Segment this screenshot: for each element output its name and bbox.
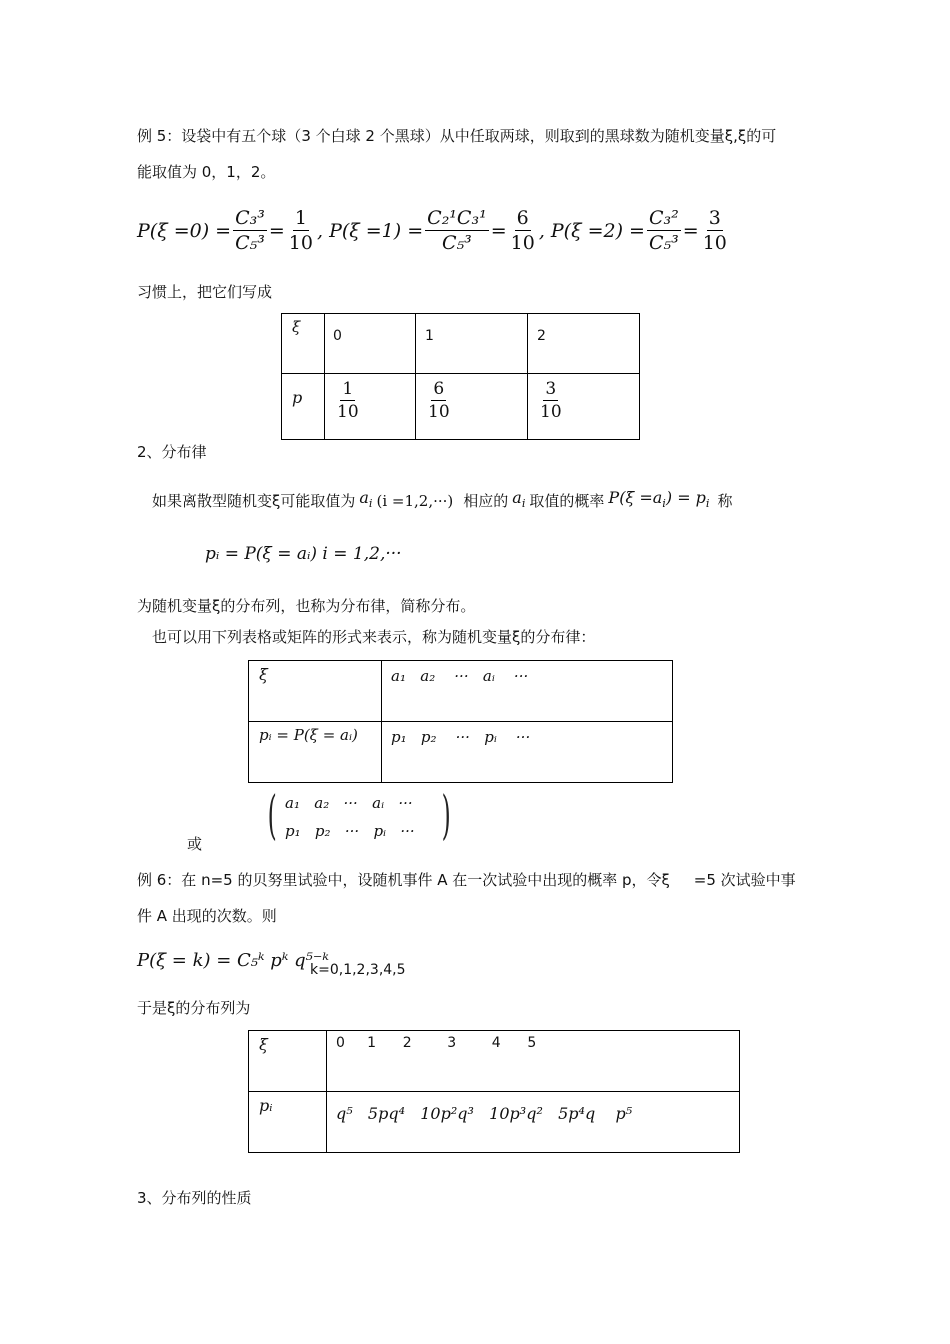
- table1-prob-0-num: 1: [342, 379, 354, 399]
- binomial-distribution-table: [248, 1030, 740, 1153]
- formula-p2-num: C₃²: [648, 207, 679, 229]
- formula-r1-num: 6: [516, 207, 529, 229]
- section-3-heading: 3、分布列的性质: [137, 1189, 252, 1207]
- formula-probabilities: [137, 206, 729, 255]
- section-2-heading: 2、分布律: [137, 443, 207, 461]
- formula-r1-den: 10: [510, 232, 535, 254]
- example6-line2: 件 A 出现的次数。则: [137, 907, 277, 925]
- formula-binomial-range: k=0,1,2,3,4,5: [310, 962, 406, 978]
- formula-r2-num: 3: [708, 207, 721, 229]
- definition-range: (i =1,2,···): [376, 492, 454, 511]
- table2-values-row: a₁ a₂ ··· aᵢ ···: [391, 667, 529, 685]
- matrix-left-paren: (: [267, 786, 277, 846]
- definition-ai: a: [359, 488, 369, 507]
- distribution-matrix: [268, 788, 458, 850]
- alternative-forms-text: 也可以用下列表格或矩阵的形式来表示，称为随机变量ξ的分布律：: [152, 628, 596, 646]
- table1-xi-label: ξ: [292, 318, 301, 336]
- formula-p2-label: , P(ξ =2) =: [538, 219, 645, 242]
- formula-eq-3: =: [682, 219, 699, 242]
- formula-p1-label: , P(ξ =1) =: [316, 219, 424, 242]
- table2-probs-row: p₁ p₂ ··· pᵢ ···: [391, 728, 531, 746]
- definition-part-c: 取值的概率: [529, 492, 605, 511]
- formula-p2-den: C₅³: [648, 232, 679, 254]
- habit-text: 习惯上，把它们写成: [137, 283, 273, 301]
- matrix-right-paren: ): [441, 786, 451, 846]
- table3-p-label: pᵢ: [259, 1096, 273, 1115]
- table3-values-row: 0 1 2 3 4 5: [336, 1035, 537, 1051]
- definition-part-b: 相应的: [463, 492, 509, 511]
- table3-xi-label: ξ: [259, 1035, 268, 1054]
- formula-r0-den: 10: [288, 232, 313, 254]
- table1-prob-2-den: 10: [540, 402, 562, 422]
- distribution-table-example5: [281, 313, 640, 440]
- table2-p-label: pᵢ = P(ξ = aᵢ): [259, 726, 358, 744]
- definition-line: 如果离散型随机变ξ可能取值为 $a_i$ (i =1,2,···) 相应的 $a_i$ 取值的概率 $P(\xi =a_i) = p_i$ 称: [152, 488, 733, 511]
- table1-p-label: p: [292, 388, 303, 407]
- table1-prob-2-num: 3: [545, 379, 557, 399]
- general-distribution-table: [248, 660, 673, 783]
- therefore-text: 于是ξ的分布列为: [137, 999, 251, 1017]
- formula-r0-num: 1: [294, 207, 307, 229]
- table3-probs-row: q⁵ 5pq⁴ 10p²q³ 10p³q² 5p⁴q p⁵: [336, 1104, 633, 1123]
- example5-line2: 能取值为 0，1，2。: [137, 163, 276, 181]
- definition-part-a: 如果离散型随机变ξ可能取值为: [152, 492, 356, 511]
- table1-value-0: 0: [333, 328, 342, 344]
- table1-prob-1-den: 10: [428, 402, 450, 422]
- definition-eqp: ) = p: [665, 488, 706, 507]
- example5-line1: 例 5：设袋中有五个球（3 个白球 2 个黑球）从中任取两球，则取到的黑球数为随机变量ξ,ξ的可: [137, 127, 777, 145]
- distribution-definition-text: 为随机变量ξ的分布列，也称为分布律，简称分布。: [137, 597, 476, 615]
- definition-prob: P(ξ =a: [608, 488, 663, 507]
- formula-eq-1: =: [268, 219, 285, 242]
- formula-distribution-law: pᵢ = P(ξ = aᵢ) i = 1,2,···: [205, 544, 402, 564]
- table2-xi-label: ξ: [259, 665, 268, 684]
- definition-ai-2: a: [512, 488, 522, 507]
- formula-p0-den: C₅³: [235, 232, 265, 254]
- table1-value-2: 2: [537, 328, 546, 344]
- matrix-row-values: a₁ a₂ ··· aᵢ ···: [285, 794, 413, 812]
- matrix-row-probs: p₁ p₂ ··· pᵢ ···: [285, 822, 415, 840]
- example6-line1: 例 6：在 n=5 的贝努里试验中，设随机事件 A 在一次试验中出现的概率 p，令ξ =5 次试验中事: [137, 871, 796, 889]
- formula-r2-den: 10: [702, 232, 727, 254]
- formula-p1-den: C₅³: [442, 232, 472, 254]
- formula-p0-label: P(ξ =0) =: [137, 219, 232, 242]
- formula-p1-num: C₂¹C₃¹: [427, 207, 487, 229]
- formula-p0-num: C₃³: [235, 207, 265, 229]
- table1-prob-0-den: 10: [337, 402, 359, 422]
- formula-eq-2: =: [490, 219, 507, 242]
- formula-binomial: P(ξ = k) = C₅ᵏ pᵏ q⁵⁻ᵏ: [137, 950, 329, 971]
- table1-prob-1-num: 6: [433, 379, 445, 399]
- table1-value-1: 1: [425, 328, 434, 344]
- definition-part-d: 称: [717, 492, 733, 511]
- or-text: 或: [187, 835, 203, 853]
